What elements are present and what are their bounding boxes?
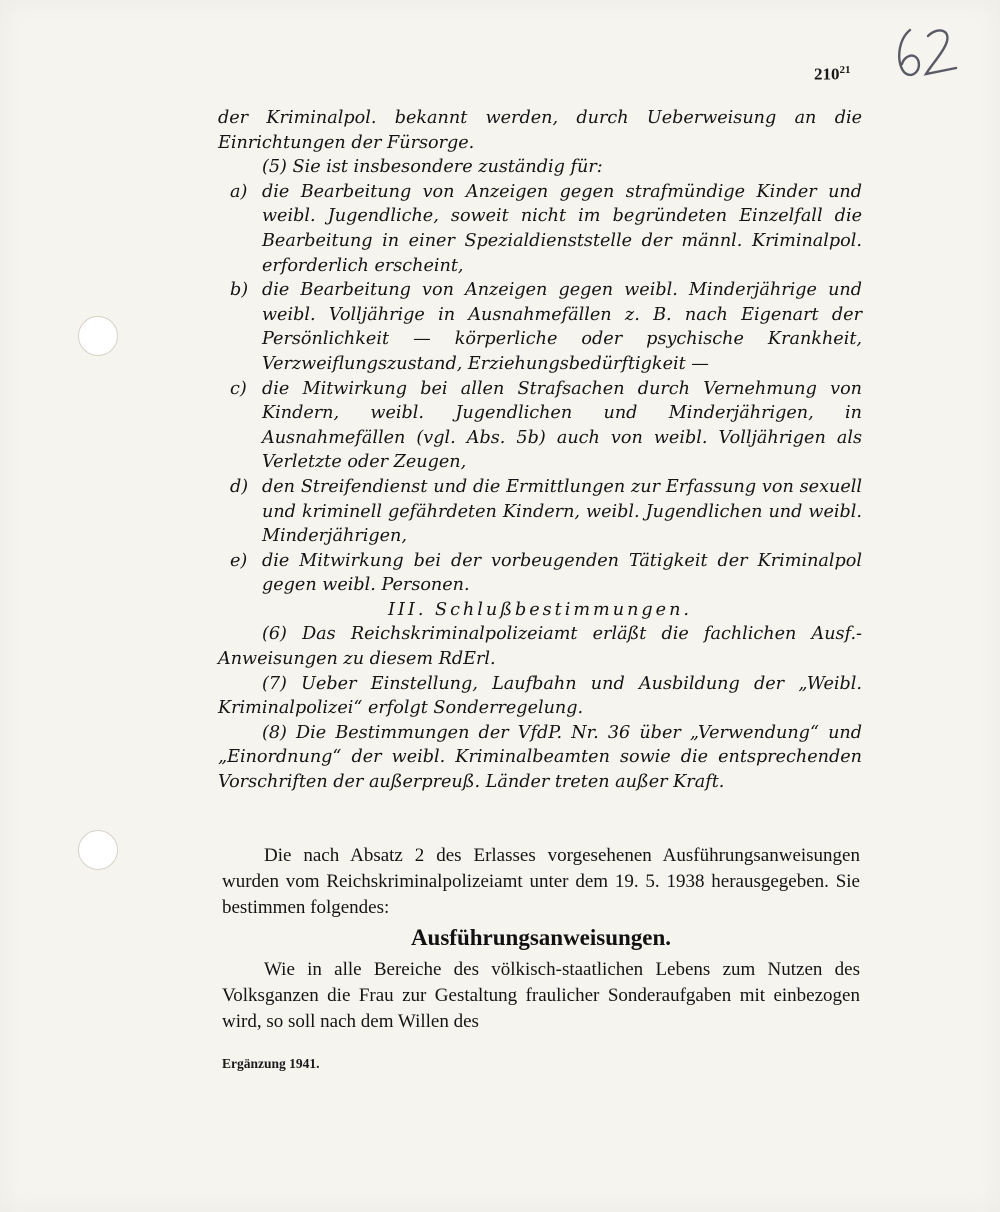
list-item-label: c) <box>230 378 247 399</box>
list-item <box>218 278 862 376</box>
list-item-text: die Mitwirkung bei der vorbeugenden Tätigkeit der Kriminalpol gegen weibl. Personen. <box>262 550 862 596</box>
list-item-text: den Streifendienst und die Ermittlungen zur Erfassung von sexuell und kriminell gefährdeten Kindern, weibl. Jugendlichen und weibl. Minderjährigen, <box>262 476 862 547</box>
paragraph-6: (6) Das Reichskriminalpolizeiamt erläßt die fachlichen Ausf.-Anweisungen zu diesem RdErl. <box>218 624 862 670</box>
list-item-text: die Bearbeitung von Anzeigen gegen strafmündige Kinder und weibl. Jugendliche, soweit nicht im begründeten Einzelfall die Bearbeitung in einer Spezialdienststelle der männl. Kriminalpol. erforderlich erscheint, <box>262 181 862 276</box>
punch-hole-upper <box>78 316 118 356</box>
footer-note: Ergänzung 1941. <box>222 1056 320 1071</box>
punch-hole-lower <box>78 830 118 870</box>
list-item-label: e) <box>230 550 248 571</box>
list-item-text: die Bearbeitung von Anzeigen gegen weibl. Minderjährige und weibl. Volljährige in Ausnahmefällen z. B. nach Eigenart der Persönlichkeit — körperliche oder psychische Krankheit, Verzweiflungszustand, Erziehungsbedürftigkeit — <box>262 280 862 374</box>
regulation-text <box>218 106 862 795</box>
list-item <box>218 180 862 278</box>
document-heading: Ausführungsanweisungen. <box>410 925 672 950</box>
page-number-base: 210 <box>814 64 840 84</box>
list-item-label: b) <box>230 280 249 301</box>
list-item <box>218 475 862 549</box>
list-item-text: die Mitwirkung bei allen Strafsachen durch Vernehmung von Kindern, weibl. Jugendlichen und Minderjährigen, in Ausnahmefällen (vgl. Abs. 5b) auch von weibl. Volljährigen als Verletzte oder Zeugen, <box>262 378 862 473</box>
list-item-label: d) <box>230 476 249 497</box>
intro-line: der Kriminalpol. bekannt werden, durch Ueberweisung an die Einrichtungen der Fürsorge. <box>218 108 862 153</box>
paragraph-5-lead: (5) Sie ist insbesondere zuständig für: <box>262 157 603 178</box>
section-heading: III. Schlußbestimmungen. <box>387 599 692 620</box>
page-number <box>814 64 851 85</box>
paragraph-7: (7) Ueber Einstellung, Laufbahn und Ausbildung der „Weibl. Kriminalpolizei“ erfolgt Sonderregelung. <box>218 673 862 719</box>
page-number-sup: 21 <box>839 64 851 76</box>
list-item-label: a) <box>230 181 248 202</box>
list-item <box>218 377 862 475</box>
intro-paragraph-text: Die nach Absatz 2 des Erlasses vorgesehenen Ausführungsanweisungen wurden vom Reichskriminalpolizeiamt unter dem 19. 5. 1938 herausgegeben. Sie bestimmen folgendes: <box>222 845 860 918</box>
list-item <box>218 549 862 598</box>
body-paragraph <box>222 957 860 1035</box>
paragraph-8: (8) Die Bestimmungen der VfdP. Nr. 36 über „Verwendung“ und „Einordnung“ der weibl. Kriminalbeamten sowie die entsprechenden Vorschriften der außerpreuß. Länder treten außer Kraft. <box>218 722 862 793</box>
handwritten-page-number <box>880 18 970 88</box>
intro-paragraph <box>222 843 860 921</box>
body-paragraph-text: Wie in alle Bereiche des völkisch-staatlichen Lebens zum Nutzen des Volksganzen die Frau zur Gestaltung fraulicher Sonderaufgaben mit einbezogen wird, so soll nach dem Willen des <box>222 959 860 1032</box>
